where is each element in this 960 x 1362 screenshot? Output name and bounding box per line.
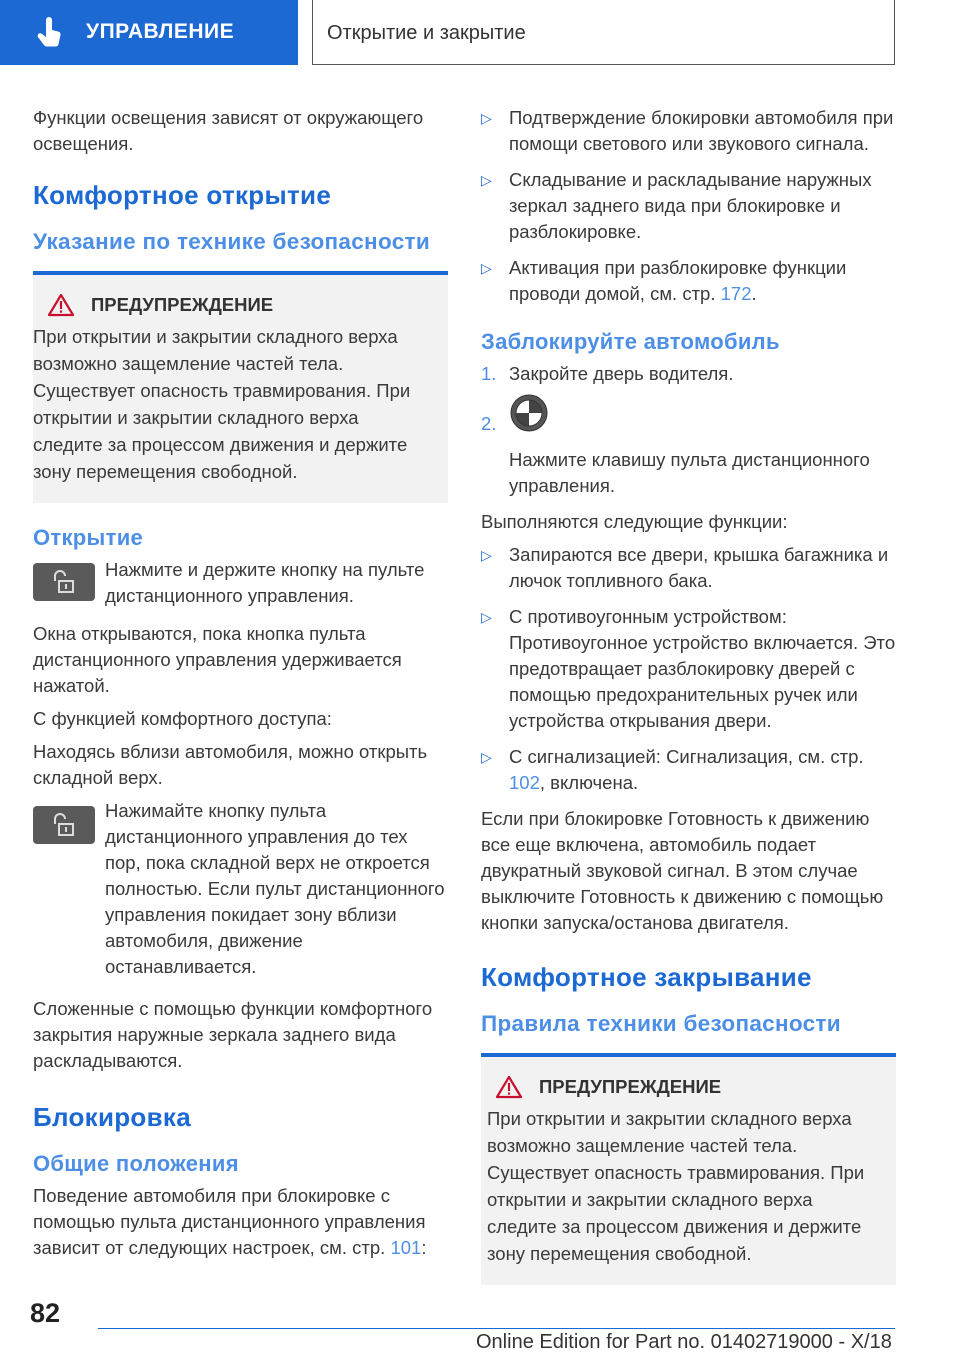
warning-text: При открытии и закрытии складного верха возможно защемление частей тела. Существует опасность травмирования. При открытии и закрытии складного верха следите за процессом движения и держите зону перемещения свободной.	[487, 1108, 865, 1264]
list-item: ▷ Активация при разблокировке функции проводи домой, см. стр. 172.	[481, 257, 847, 304]
page-ref-172[interactable]: 172	[720, 283, 752, 304]
heading-safety-rules: Правила техники безопасности	[481, 1011, 841, 1036]
page-ref-102[interactable]: 102	[509, 772, 540, 793]
footer-edition: Online Edition for Part no. 01402719000 - X/18	[476, 1331, 892, 1353]
unlock-key-icon	[33, 806, 95, 844]
ready-text: Если при блокировке Готовность к движению все еще включена, автомобиль подает двукратный звуковой сигнал. В этом случае выключите Готовность к движению с помощью кнопки запуска/останова двигателя.	[481, 808, 884, 933]
pointing-hand-icon	[32, 16, 66, 50]
heading-lock-car: Заблокируйте автомобиль	[481, 329, 780, 354]
list-item: ▷ Складывание и раскладывание наружных зеркал заднего вида при блокировке и разблокировке.	[481, 169, 872, 242]
heading-safety: Указание по технике безопасности	[33, 229, 430, 254]
press-hold-instruction: Нажимайте кнопку пульта дистанционного управления до тех пор, пока складной верх не откроется полностью. Если пульт дистанционного управления покидает зону вблизи автомобиля, движение останавливается.	[33, 798, 448, 980]
windows-text: Окна открываются, пока кнопка пульта дистанционного управления удерживается нажатой.	[33, 623, 402, 696]
heading-open: Открытие	[33, 525, 144, 550]
triangle-bullet-icon: ▷	[481, 110, 492, 126]
bmw-logo-icon	[509, 393, 549, 433]
heading-general: Общие положения	[33, 1151, 239, 1176]
warning-title: ПРЕДУПРЕЖДЕНИЕ	[495, 1075, 880, 1099]
open-instruction: Нажмите и держите кнопку на пульте дистанционного управления.	[33, 557, 448, 609]
warning-title: ПРЕДУПРЕЖДЕНИЕ	[47, 293, 432, 317]
triangle-bullet-icon: ▷	[481, 749, 492, 765]
near-car-text: Находясь вблизи автомобиля, можно открыть складной верх.	[33, 741, 428, 788]
warning-triangle-icon	[495, 1075, 523, 1099]
list-item: ▷ Запираются все двери, крышка багажника и лючок топливного бака.	[481, 544, 889, 591]
step-item: 2. Нажмите клавишу пульта дистанционного управления.	[481, 397, 896, 499]
step-item: 1. Закройте дверь водителя.	[481, 363, 734, 384]
following-text: Выполняются следующие функции:	[481, 511, 788, 532]
chapter-header	[312, 0, 895, 65]
list-item: ▷ С сигнализацией: Сигнализация, см. стр. 102, включена.	[481, 746, 864, 793]
unlock-key-icon	[33, 563, 95, 601]
page-ref-101[interactable]: 101	[390, 1237, 422, 1258]
warning-box	[33, 271, 448, 503]
warning-box	[481, 1053, 896, 1285]
mirrors-text: Сложенные с помощью функции комфортного закрытия наружные зеркала заднего вида раскладываются.	[33, 998, 433, 1071]
triangle-bullet-icon: ▷	[481, 609, 492, 625]
intro-text: Функции освещения зависят от окружающего освещения.	[33, 107, 424, 154]
section-title: УПРАВЛЕНИЕ	[86, 20, 235, 43]
warning-triangle-icon	[47, 293, 75, 317]
heading-comfort-open: Комфортное открытие	[33, 180, 332, 210]
list-item: ▷ Подтверждение блокировки автомобиля при помощи светового или звукового сигнала.	[481, 107, 894, 154]
triangle-bullet-icon: ▷	[481, 547, 492, 563]
list-item: ▷ С противоугонным устройством: Противоугонное устройство включается. Это предотвращает разблокировку дверей с помощью предохранительных ручек или устройства открывания двери.	[481, 606, 896, 731]
triangle-bullet-icon: ▷	[481, 172, 492, 188]
page-number: 82	[30, 1298, 61, 1328]
triangle-bullet-icon: ▷	[481, 260, 492, 276]
footer-divider	[98, 1328, 895, 1329]
section-tab[interactable]	[0, 0, 298, 65]
heading-lock: Блокировка	[33, 1102, 191, 1132]
right-column	[481, 105, 896, 1285]
heading-comfort-close: Комфортное закрывание	[481, 962, 812, 992]
comfort-access-text: С функцией комфортного доступа:	[33, 708, 332, 729]
warning-text: При открытии и закрытии складного верха возможно защемление частей тела. Существует опасность травмирования. При открытии и закрытии складного верха следите за процессом движения и держите зону перемещения свободной.	[33, 326, 411, 482]
chapter-title: Открытие и закрытие	[327, 22, 526, 44]
left-column	[33, 105, 448, 1268]
behavior-text: Поведение автомобиля при блокировке с помощью пульта дистанционного управления зависит от следующих настроек, см. стр. 101:	[33, 1185, 427, 1258]
